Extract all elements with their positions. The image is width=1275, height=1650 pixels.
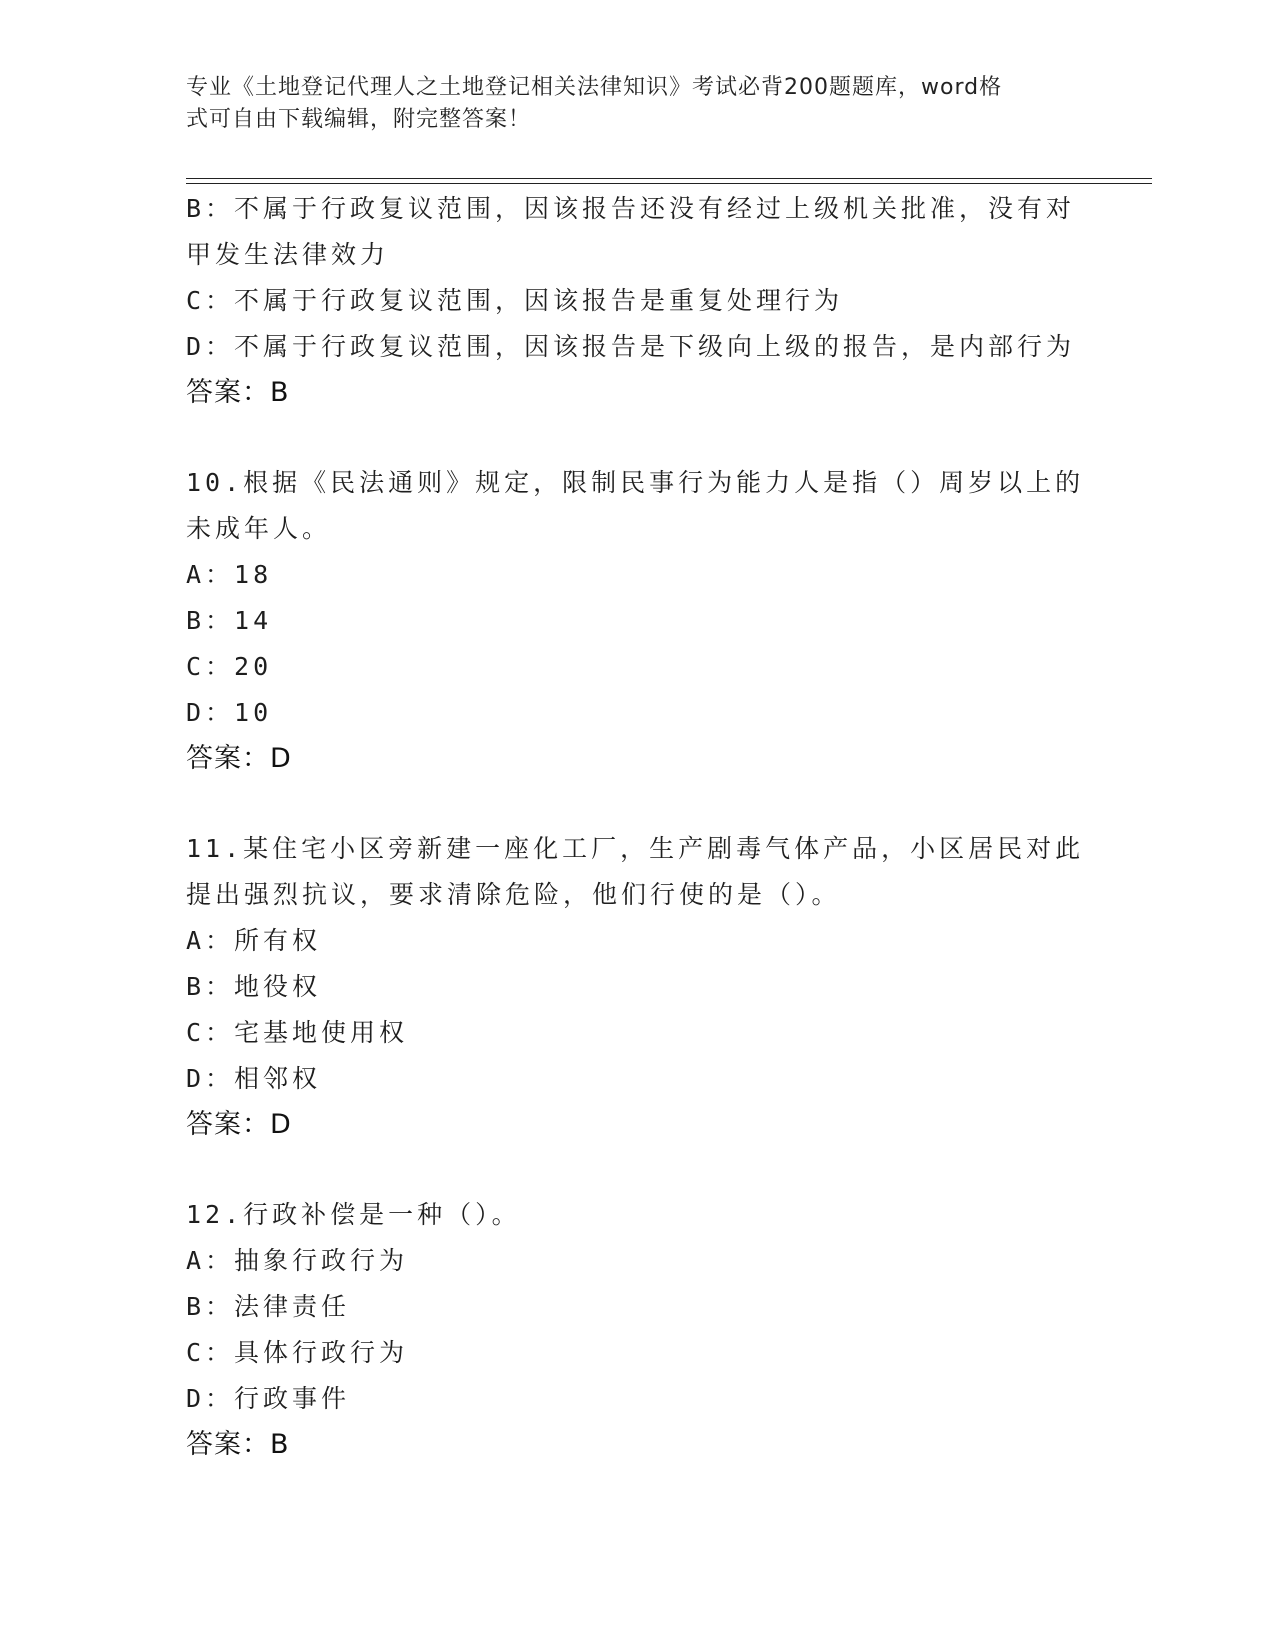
question-stem: 11.某住宅小区旁新建一座化工厂，生产剧毒气体产品，小区居民对此 xyxy=(186,834,1085,863)
header-divider-bottom xyxy=(186,183,1152,184)
header-title-line-2: 式可自由下载编辑，附完整答案！ xyxy=(186,107,532,132)
question-stem: 10.根据《民法通则》规定，限制民事行为能力人是指（）周岁以上的 xyxy=(186,468,1085,497)
option-b: B：地役权 xyxy=(186,972,322,1001)
answer: 答案：B xyxy=(186,377,290,408)
option-c: C：宅基地使用权 xyxy=(186,1018,409,1047)
option-b-continued: 甲发生法律效力 xyxy=(186,240,390,269)
option-c: C：具体行政行为 xyxy=(186,1338,409,1367)
question-9 xyxy=(186,186,1086,416)
question-stem: 12.行政补偿是一种（）。 xyxy=(186,1200,521,1229)
question-stem-continued: 提出强烈抗议，要求清除危险，他们行使的是（）。 xyxy=(186,880,841,909)
option-b: B：不属于行政复议范围，因该报告还没有经过上级机关批准，没有对 xyxy=(186,194,1076,223)
option-a: A：所有权 xyxy=(186,926,322,955)
option-a: A：抽象行政行为 xyxy=(186,1246,409,1275)
option-d: D：不属于行政复议范围，因该报告是下级向上级的报告，是内部行为 xyxy=(186,332,1076,361)
option-c: C：不属于行政复议范围，因该报告是重复处理行为 xyxy=(186,286,844,315)
option-d: D：相邻权 xyxy=(186,1064,322,1093)
question-stem-continued: 未成年人。 xyxy=(186,514,332,543)
header-divider-top xyxy=(186,178,1152,179)
answer: 答案：B xyxy=(186,1429,290,1460)
question-list xyxy=(186,186,1086,1468)
option-b: B：法律责任 xyxy=(186,1292,351,1321)
question-10 xyxy=(186,460,1086,782)
option-a: A：18 xyxy=(186,560,273,589)
option-b: B：14 xyxy=(186,606,273,635)
answer: 答案：D xyxy=(186,1109,292,1140)
question-11 xyxy=(186,826,1086,1148)
header-title-line-1: 专业《土地登记代理人之土地登记相关法律知识》考试必背200题题库，word格 xyxy=(186,75,1003,100)
option-c: C：20 xyxy=(186,652,273,681)
question-12 xyxy=(186,1192,1086,1468)
option-d: D：行政事件 xyxy=(186,1384,351,1413)
answer: 答案：D xyxy=(186,743,292,774)
document-header xyxy=(186,72,1066,136)
option-d: D：10 xyxy=(186,698,273,727)
